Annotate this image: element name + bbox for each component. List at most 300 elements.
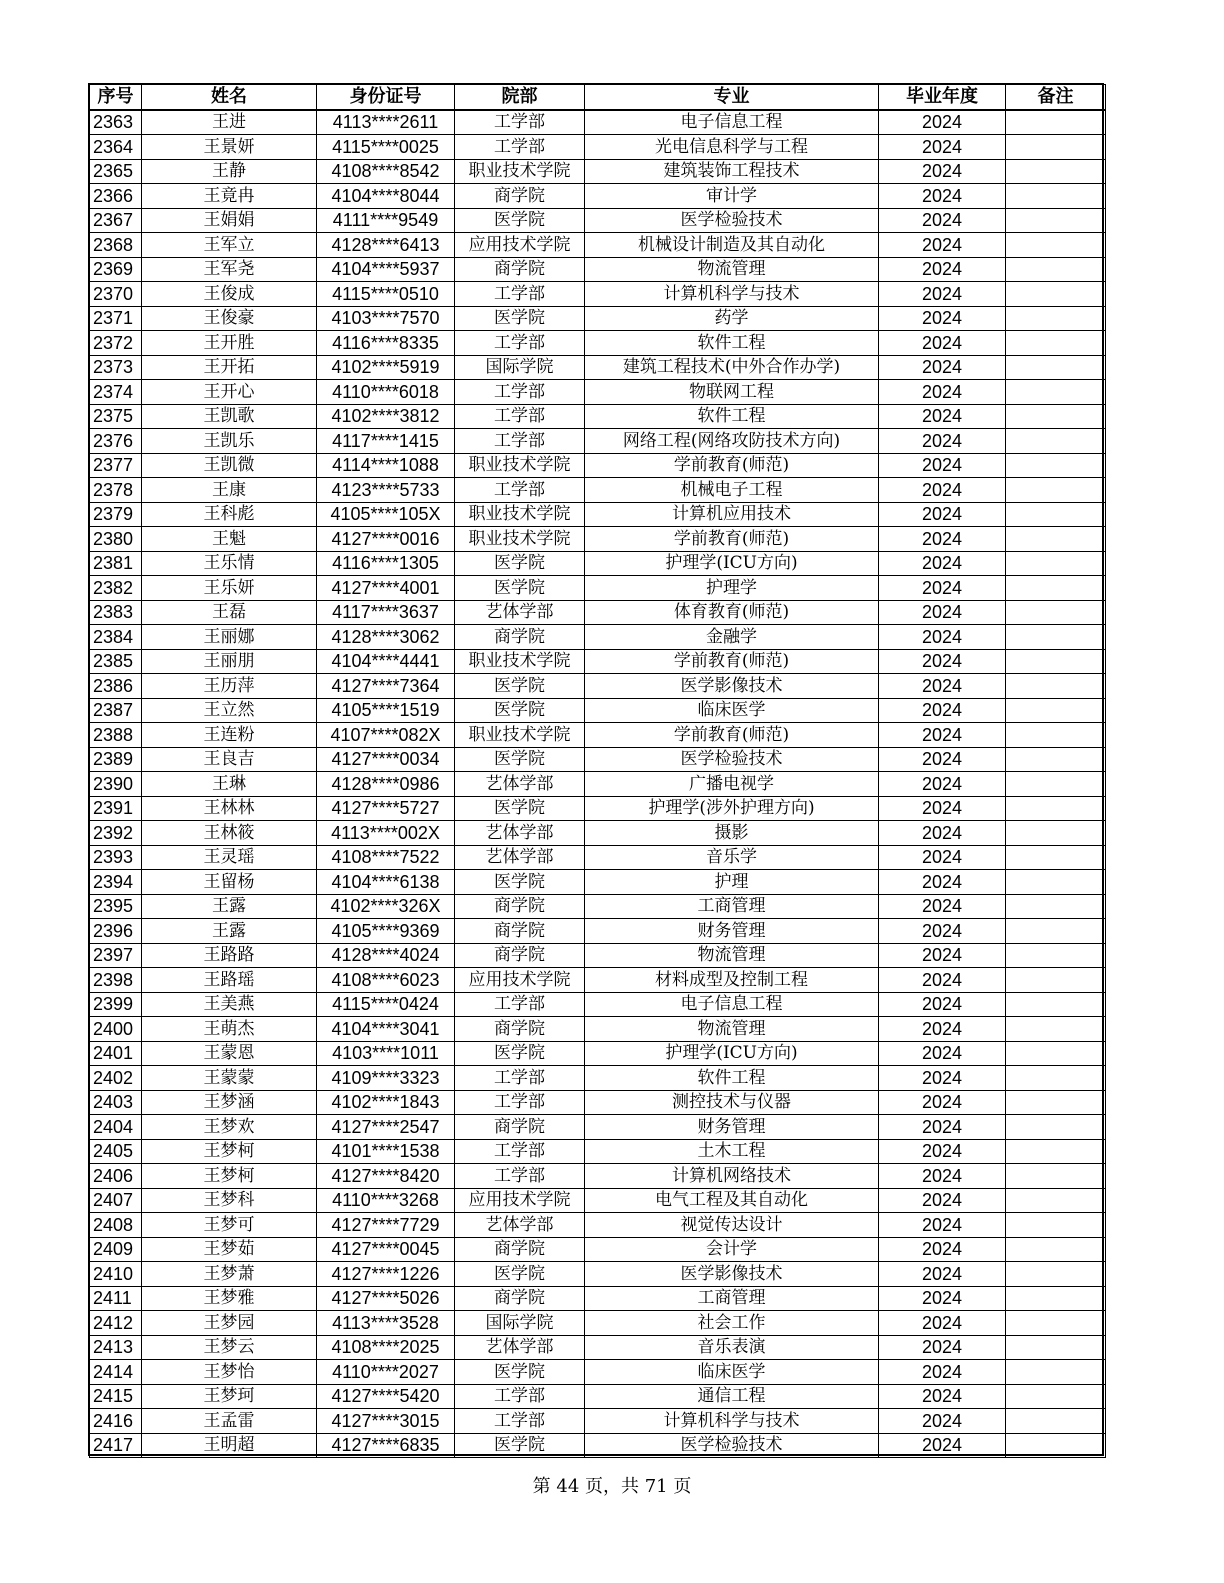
name-cell: 王乐妍: [142, 576, 317, 601]
dept-cell: 职业技术学院: [455, 502, 585, 527]
dept-cell: 医学院: [455, 698, 585, 723]
id-cell: 4113****2611: [317, 110, 455, 135]
header-col-major: 专业: [585, 85, 879, 110]
remark-cell: [1006, 1237, 1106, 1262]
table-row: [90, 1066, 1106, 1091]
seq-cell: 2388: [90, 723, 142, 748]
remark-cell: [1006, 1213, 1106, 1238]
seq-cell: 2374: [90, 380, 142, 405]
remark-cell: [1006, 1384, 1106, 1409]
dept-cell: 艺体学部: [455, 845, 585, 870]
remark-cell: [1006, 453, 1106, 478]
table-row: [90, 502, 1106, 527]
year-cell: 2024: [879, 992, 1006, 1017]
dept-cell: 应用技术学院: [455, 233, 585, 258]
name-cell: 王竟冉: [142, 184, 317, 209]
id-cell: 4127****7729: [317, 1213, 455, 1238]
graduate-roster-table: [89, 84, 1106, 1458]
id-cell: 4117****3637: [317, 600, 455, 625]
name-cell: 王丽娜: [142, 625, 317, 650]
id-cell: 4104****5937: [317, 257, 455, 282]
dept-cell: 职业技术学院: [455, 527, 585, 552]
name-cell: 王良吉: [142, 747, 317, 772]
year-cell: 2024: [879, 698, 1006, 723]
table-row: [90, 1433, 1106, 1458]
major-cell: 财务管理: [585, 1115, 879, 1140]
table-row: [90, 772, 1106, 797]
seq-cell: 2379: [90, 502, 142, 527]
seq-cell: 2400: [90, 1017, 142, 1042]
table-row: [90, 600, 1106, 625]
dept-cell: 工学部: [455, 110, 585, 135]
remark-cell: [1006, 1409, 1106, 1434]
year-cell: 2024: [879, 1066, 1006, 1091]
major-cell: 工商管理: [585, 1286, 879, 1311]
id-cell: 4127****8420: [317, 1164, 455, 1189]
seq-cell: 2402: [90, 1066, 142, 1091]
year-cell: 2024: [879, 110, 1006, 135]
dept-cell: 职业技术学院: [455, 723, 585, 748]
table-row: [90, 1237, 1106, 1262]
remark-cell: [1006, 135, 1106, 160]
remark-cell: [1006, 698, 1106, 723]
name-cell: 王开拓: [142, 355, 317, 380]
major-cell: 通信工程: [585, 1384, 879, 1409]
id-cell: 4104****8044: [317, 184, 455, 209]
name-cell: 王连粉: [142, 723, 317, 748]
year-cell: 2024: [879, 1409, 1006, 1434]
seq-cell: 2368: [90, 233, 142, 258]
seq-cell: 2407: [90, 1188, 142, 1213]
table-header: [90, 85, 1106, 110]
major-cell: 医学检验技术: [585, 208, 879, 233]
name-cell: 王美燕: [142, 992, 317, 1017]
seq-cell: 2384: [90, 625, 142, 650]
remark-cell: [1006, 1188, 1106, 1213]
header-col-remark: 备注: [1006, 85, 1106, 110]
year-cell: 2024: [879, 404, 1006, 429]
dept-cell: 商学院: [455, 1017, 585, 1042]
seq-cell: 2390: [90, 772, 142, 797]
dept-cell: 工学部: [455, 1164, 585, 1189]
table-row: [90, 576, 1106, 601]
year-cell: 2024: [879, 233, 1006, 258]
table-row: [90, 796, 1106, 821]
dept-cell: 艺体学部: [455, 772, 585, 797]
major-cell: 网络工程(网络攻防技术方向): [585, 429, 879, 454]
remark-cell: [1006, 968, 1106, 993]
seq-cell: 2414: [90, 1360, 142, 1385]
year-cell: 2024: [879, 772, 1006, 797]
remark-cell: [1006, 429, 1106, 454]
id-cell: 4111****9549: [317, 208, 455, 233]
year-cell: 2024: [879, 1139, 1006, 1164]
table-row: [90, 821, 1106, 846]
remark-cell: [1006, 404, 1106, 429]
table-row: [90, 1188, 1106, 1213]
name-cell: 王露: [142, 919, 317, 944]
name-cell: 王立然: [142, 698, 317, 723]
year-cell: 2024: [879, 845, 1006, 870]
year-cell: 2024: [879, 968, 1006, 993]
seq-cell: 2369: [90, 257, 142, 282]
remark-cell: [1006, 1139, 1106, 1164]
name-cell: 王开胜: [142, 331, 317, 356]
name-cell: 王凯歌: [142, 404, 317, 429]
remark-cell: [1006, 551, 1106, 576]
remark-cell: [1006, 1164, 1106, 1189]
name-cell: 王梦茹: [142, 1237, 317, 1262]
id-cell: 4102****3812: [317, 404, 455, 429]
year-cell: 2024: [879, 257, 1006, 282]
dept-cell: 职业技术学院: [455, 453, 585, 478]
table-row: [90, 1090, 1106, 1115]
major-cell: 社会工作: [585, 1311, 879, 1336]
id-cell: 4127****2547: [317, 1115, 455, 1140]
id-cell: 4127****4001: [317, 576, 455, 601]
dept-cell: 医学院: [455, 747, 585, 772]
id-cell: 4107****082X: [317, 723, 455, 748]
id-cell: 4110****3268: [317, 1188, 455, 1213]
id-cell: 4102****1843: [317, 1090, 455, 1115]
dept-cell: 商学院: [455, 1237, 585, 1262]
seq-cell: 2382: [90, 576, 142, 601]
id-cell: 4123****5733: [317, 478, 455, 503]
dept-cell: 工学部: [455, 135, 585, 160]
name-cell: 王萌杰: [142, 1017, 317, 1042]
remark-cell: [1006, 110, 1106, 135]
major-cell: 计算机科学与技术: [585, 282, 879, 307]
seq-cell: 2415: [90, 1384, 142, 1409]
major-cell: 土木工程: [585, 1139, 879, 1164]
year-cell: 2024: [879, 600, 1006, 625]
seq-cell: 2392: [90, 821, 142, 846]
id-cell: 4109****3323: [317, 1066, 455, 1091]
id-cell: 4115****0424: [317, 992, 455, 1017]
name-cell: 王娟娟: [142, 208, 317, 233]
major-cell: 材料成型及控制工程: [585, 968, 879, 993]
dept-cell: 艺体学部: [455, 821, 585, 846]
dept-cell: 工学部: [455, 1090, 585, 1115]
table-row: [90, 208, 1106, 233]
year-cell: 2024: [879, 1360, 1006, 1385]
table-row: [90, 674, 1106, 699]
year-cell: 2024: [879, 723, 1006, 748]
year-cell: 2024: [879, 551, 1006, 576]
id-cell: 4116****1305: [317, 551, 455, 576]
name-cell: 王梦欢: [142, 1115, 317, 1140]
seq-cell: 2398: [90, 968, 142, 993]
major-cell: 金融学: [585, 625, 879, 650]
table-row: [90, 527, 1106, 552]
major-cell: 临床医学: [585, 1360, 879, 1385]
dept-cell: 商学院: [455, 1286, 585, 1311]
seq-cell: 2378: [90, 478, 142, 503]
major-cell: 音乐学: [585, 845, 879, 870]
seq-cell: 2406: [90, 1164, 142, 1189]
id-cell: 4103****7570: [317, 306, 455, 331]
name-cell: 王梦科: [142, 1188, 317, 1213]
name-cell: 王灵瑶: [142, 845, 317, 870]
dept-cell: 工学部: [455, 478, 585, 503]
id-cell: 4113****002X: [317, 821, 455, 846]
remark-cell: [1006, 1335, 1106, 1360]
id-cell: 4127****5026: [317, 1286, 455, 1311]
table-row: [90, 257, 1106, 282]
name-cell: 王凯微: [142, 453, 317, 478]
year-cell: 2024: [879, 919, 1006, 944]
major-cell: 光电信息科学与工程: [585, 135, 879, 160]
name-cell: 王梦萧: [142, 1262, 317, 1287]
seq-cell: 2367: [90, 208, 142, 233]
dept-cell: 应用技术学院: [455, 968, 585, 993]
dept-cell: 商学院: [455, 943, 585, 968]
year-cell: 2024: [879, 355, 1006, 380]
seq-cell: 2373: [90, 355, 142, 380]
remark-cell: [1006, 600, 1106, 625]
name-cell: 王梦云: [142, 1335, 317, 1360]
name-cell: 王梦怡: [142, 1360, 317, 1385]
remark-cell: [1006, 796, 1106, 821]
dept-cell: 医学院: [455, 576, 585, 601]
remark-cell: [1006, 821, 1106, 846]
major-cell: 物流管理: [585, 257, 879, 282]
remark-cell: [1006, 772, 1106, 797]
dept-cell: 医学院: [455, 1360, 585, 1385]
id-cell: 4117****1415: [317, 429, 455, 454]
remark-cell: [1006, 1433, 1106, 1458]
remark-cell: [1006, 208, 1106, 233]
remark-cell: [1006, 502, 1106, 527]
year-cell: 2024: [879, 1213, 1006, 1238]
table-row: [90, 551, 1106, 576]
dept-cell: 商学院: [455, 184, 585, 209]
remark-cell: [1006, 257, 1106, 282]
year-cell: 2024: [879, 331, 1006, 356]
name-cell: 王蒙恩: [142, 1041, 317, 1066]
dept-cell: 艺体学部: [455, 1335, 585, 1360]
remark-cell: [1006, 159, 1106, 184]
year-cell: 2024: [879, 747, 1006, 772]
id-cell: 4127****5420: [317, 1384, 455, 1409]
table-row: [90, 1017, 1106, 1042]
major-cell: 财务管理: [585, 919, 879, 944]
major-cell: 摄影: [585, 821, 879, 846]
year-cell: 2024: [879, 184, 1006, 209]
major-cell: 护理学: [585, 576, 879, 601]
major-cell: 电子信息工程: [585, 110, 879, 135]
id-cell: 4102****5919: [317, 355, 455, 380]
year-cell: 2024: [879, 1090, 1006, 1115]
name-cell: 王磊: [142, 600, 317, 625]
major-cell: 电气工程及其自动化: [585, 1188, 879, 1213]
seq-cell: 2410: [90, 1262, 142, 1287]
name-cell: 王林林: [142, 796, 317, 821]
year-cell: 2024: [879, 380, 1006, 405]
major-cell: 护理学(涉外护理方向): [585, 796, 879, 821]
major-cell: 软件工程: [585, 1066, 879, 1091]
remark-cell: [1006, 1262, 1106, 1287]
dept-cell: 工学部: [455, 282, 585, 307]
table-row: [90, 1409, 1106, 1434]
dept-cell: 商学院: [455, 919, 585, 944]
table-row: [90, 453, 1106, 478]
table-row: [90, 845, 1106, 870]
seq-cell: 2403: [90, 1090, 142, 1115]
dept-cell: 工学部: [455, 1409, 585, 1434]
name-cell: 王静: [142, 159, 317, 184]
id-cell: 4128****6413: [317, 233, 455, 258]
id-cell: 4105****9369: [317, 919, 455, 944]
year-cell: 2024: [879, 1041, 1006, 1066]
seq-cell: 2377: [90, 453, 142, 478]
table-row: [90, 747, 1106, 772]
major-cell: 机械电子工程: [585, 478, 879, 503]
id-cell: 4127****6835: [317, 1433, 455, 1458]
major-cell: 物联网工程: [585, 380, 879, 405]
dept-cell: 医学院: [455, 1262, 585, 1287]
major-cell: 物流管理: [585, 943, 879, 968]
seq-cell: 2391: [90, 796, 142, 821]
name-cell: 王梦柯: [142, 1164, 317, 1189]
major-cell: 医学检验技术: [585, 747, 879, 772]
major-cell: 医学影像技术: [585, 674, 879, 699]
major-cell: 学前教育(师范): [585, 527, 879, 552]
major-cell: 医学检验技术: [585, 1433, 879, 1458]
major-cell: 广播电视学: [585, 772, 879, 797]
name-cell: 王乐情: [142, 551, 317, 576]
id-cell: 4108****8542: [317, 159, 455, 184]
id-cell: 4116****8335: [317, 331, 455, 356]
year-cell: 2024: [879, 649, 1006, 674]
year-cell: 2024: [879, 527, 1006, 552]
name-cell: 王凯乐: [142, 429, 317, 454]
major-cell: 计算机科学与技术: [585, 1409, 879, 1434]
remark-cell: [1006, 355, 1106, 380]
remark-cell: [1006, 184, 1106, 209]
remark-cell: [1006, 845, 1106, 870]
seq-cell: 2409: [90, 1237, 142, 1262]
table-row: [90, 968, 1106, 993]
major-cell: 建筑工程技术(中外合作办学): [585, 355, 879, 380]
remark-cell: [1006, 943, 1106, 968]
major-cell: 电子信息工程: [585, 992, 879, 1017]
seq-cell: 2401: [90, 1041, 142, 1066]
major-cell: 机械设计制造及其自动化: [585, 233, 879, 258]
id-cell: 4127****3015: [317, 1409, 455, 1434]
table-row: [90, 404, 1106, 429]
name-cell: 王梦园: [142, 1311, 317, 1336]
id-cell: 4115****0025: [317, 135, 455, 160]
header-col-seq: 序号: [90, 85, 142, 110]
year-cell: 2024: [879, 478, 1006, 503]
name-cell: 王军尧: [142, 257, 317, 282]
seq-cell: 2380: [90, 527, 142, 552]
major-cell: 软件工程: [585, 331, 879, 356]
dept-cell: 商学院: [455, 257, 585, 282]
id-cell: 4127****0045: [317, 1237, 455, 1262]
seq-cell: 2375: [90, 404, 142, 429]
year-cell: 2024: [879, 821, 1006, 846]
seq-cell: 2363: [90, 110, 142, 135]
major-cell: 建筑装饰工程技术: [585, 159, 879, 184]
major-cell: 会计学: [585, 1237, 879, 1262]
dept-cell: 国际学院: [455, 1311, 585, 1336]
table-row: [90, 429, 1106, 454]
seq-cell: 2386: [90, 674, 142, 699]
remark-cell: [1006, 380, 1106, 405]
remark-cell: [1006, 306, 1106, 331]
id-cell: 4127****0016: [317, 527, 455, 552]
dept-cell: 商学院: [455, 1115, 585, 1140]
year-cell: 2024: [879, 429, 1006, 454]
seq-cell: 2365: [90, 159, 142, 184]
seq-cell: 2397: [90, 943, 142, 968]
dept-cell: 医学院: [455, 1433, 585, 1458]
seq-cell: 2383: [90, 600, 142, 625]
header-row: [90, 85, 1106, 110]
seq-cell: 2408: [90, 1213, 142, 1238]
table-row: [90, 943, 1106, 968]
seq-cell: 2394: [90, 870, 142, 895]
year-cell: 2024: [879, 943, 1006, 968]
seq-cell: 2381: [90, 551, 142, 576]
table-row: [90, 1262, 1106, 1287]
seq-cell: 2372: [90, 331, 142, 356]
id-cell: 4108****2025: [317, 1335, 455, 1360]
dept-cell: 医学院: [455, 870, 585, 895]
table-row: [90, 233, 1106, 258]
major-cell: 计算机应用技术: [585, 502, 879, 527]
year-cell: 2024: [879, 1237, 1006, 1262]
year-cell: 2024: [879, 282, 1006, 307]
header-col-year: 毕业年度: [879, 85, 1006, 110]
table-row: [90, 894, 1106, 919]
major-cell: 测控技术与仪器: [585, 1090, 879, 1115]
name-cell: 王开心: [142, 380, 317, 405]
seq-cell: 2395: [90, 894, 142, 919]
seq-cell: 2412: [90, 1311, 142, 1336]
id-cell: 4113****3528: [317, 1311, 455, 1336]
year-cell: 2024: [879, 1262, 1006, 1287]
seq-cell: 2370: [90, 282, 142, 307]
dept-cell: 工学部: [455, 331, 585, 356]
name-cell: 王进: [142, 110, 317, 135]
dept-cell: 职业技术学院: [455, 649, 585, 674]
id-cell: 4127****5727: [317, 796, 455, 821]
table-row: [90, 870, 1106, 895]
id-cell: 4110****2027: [317, 1360, 455, 1385]
remark-cell: [1006, 919, 1106, 944]
id-cell: 4104****4441: [317, 649, 455, 674]
name-cell: 王康: [142, 478, 317, 503]
dept-cell: 应用技术学院: [455, 1188, 585, 1213]
name-cell: 王蒙蒙: [142, 1066, 317, 1091]
table-row: [90, 478, 1106, 503]
header-col-name: 姓名: [142, 85, 317, 110]
table-row: [90, 992, 1106, 1017]
name-cell: 王梦可: [142, 1213, 317, 1238]
table-row: [90, 282, 1106, 307]
id-cell: 4114****1088: [317, 453, 455, 478]
seq-cell: 2417: [90, 1433, 142, 1458]
table-row: [90, 1041, 1106, 1066]
year-cell: 2024: [879, 674, 1006, 699]
year-cell: 2024: [879, 1433, 1006, 1458]
table-row: [90, 355, 1106, 380]
dept-cell: 医学院: [455, 306, 585, 331]
remark-cell: [1006, 233, 1106, 258]
